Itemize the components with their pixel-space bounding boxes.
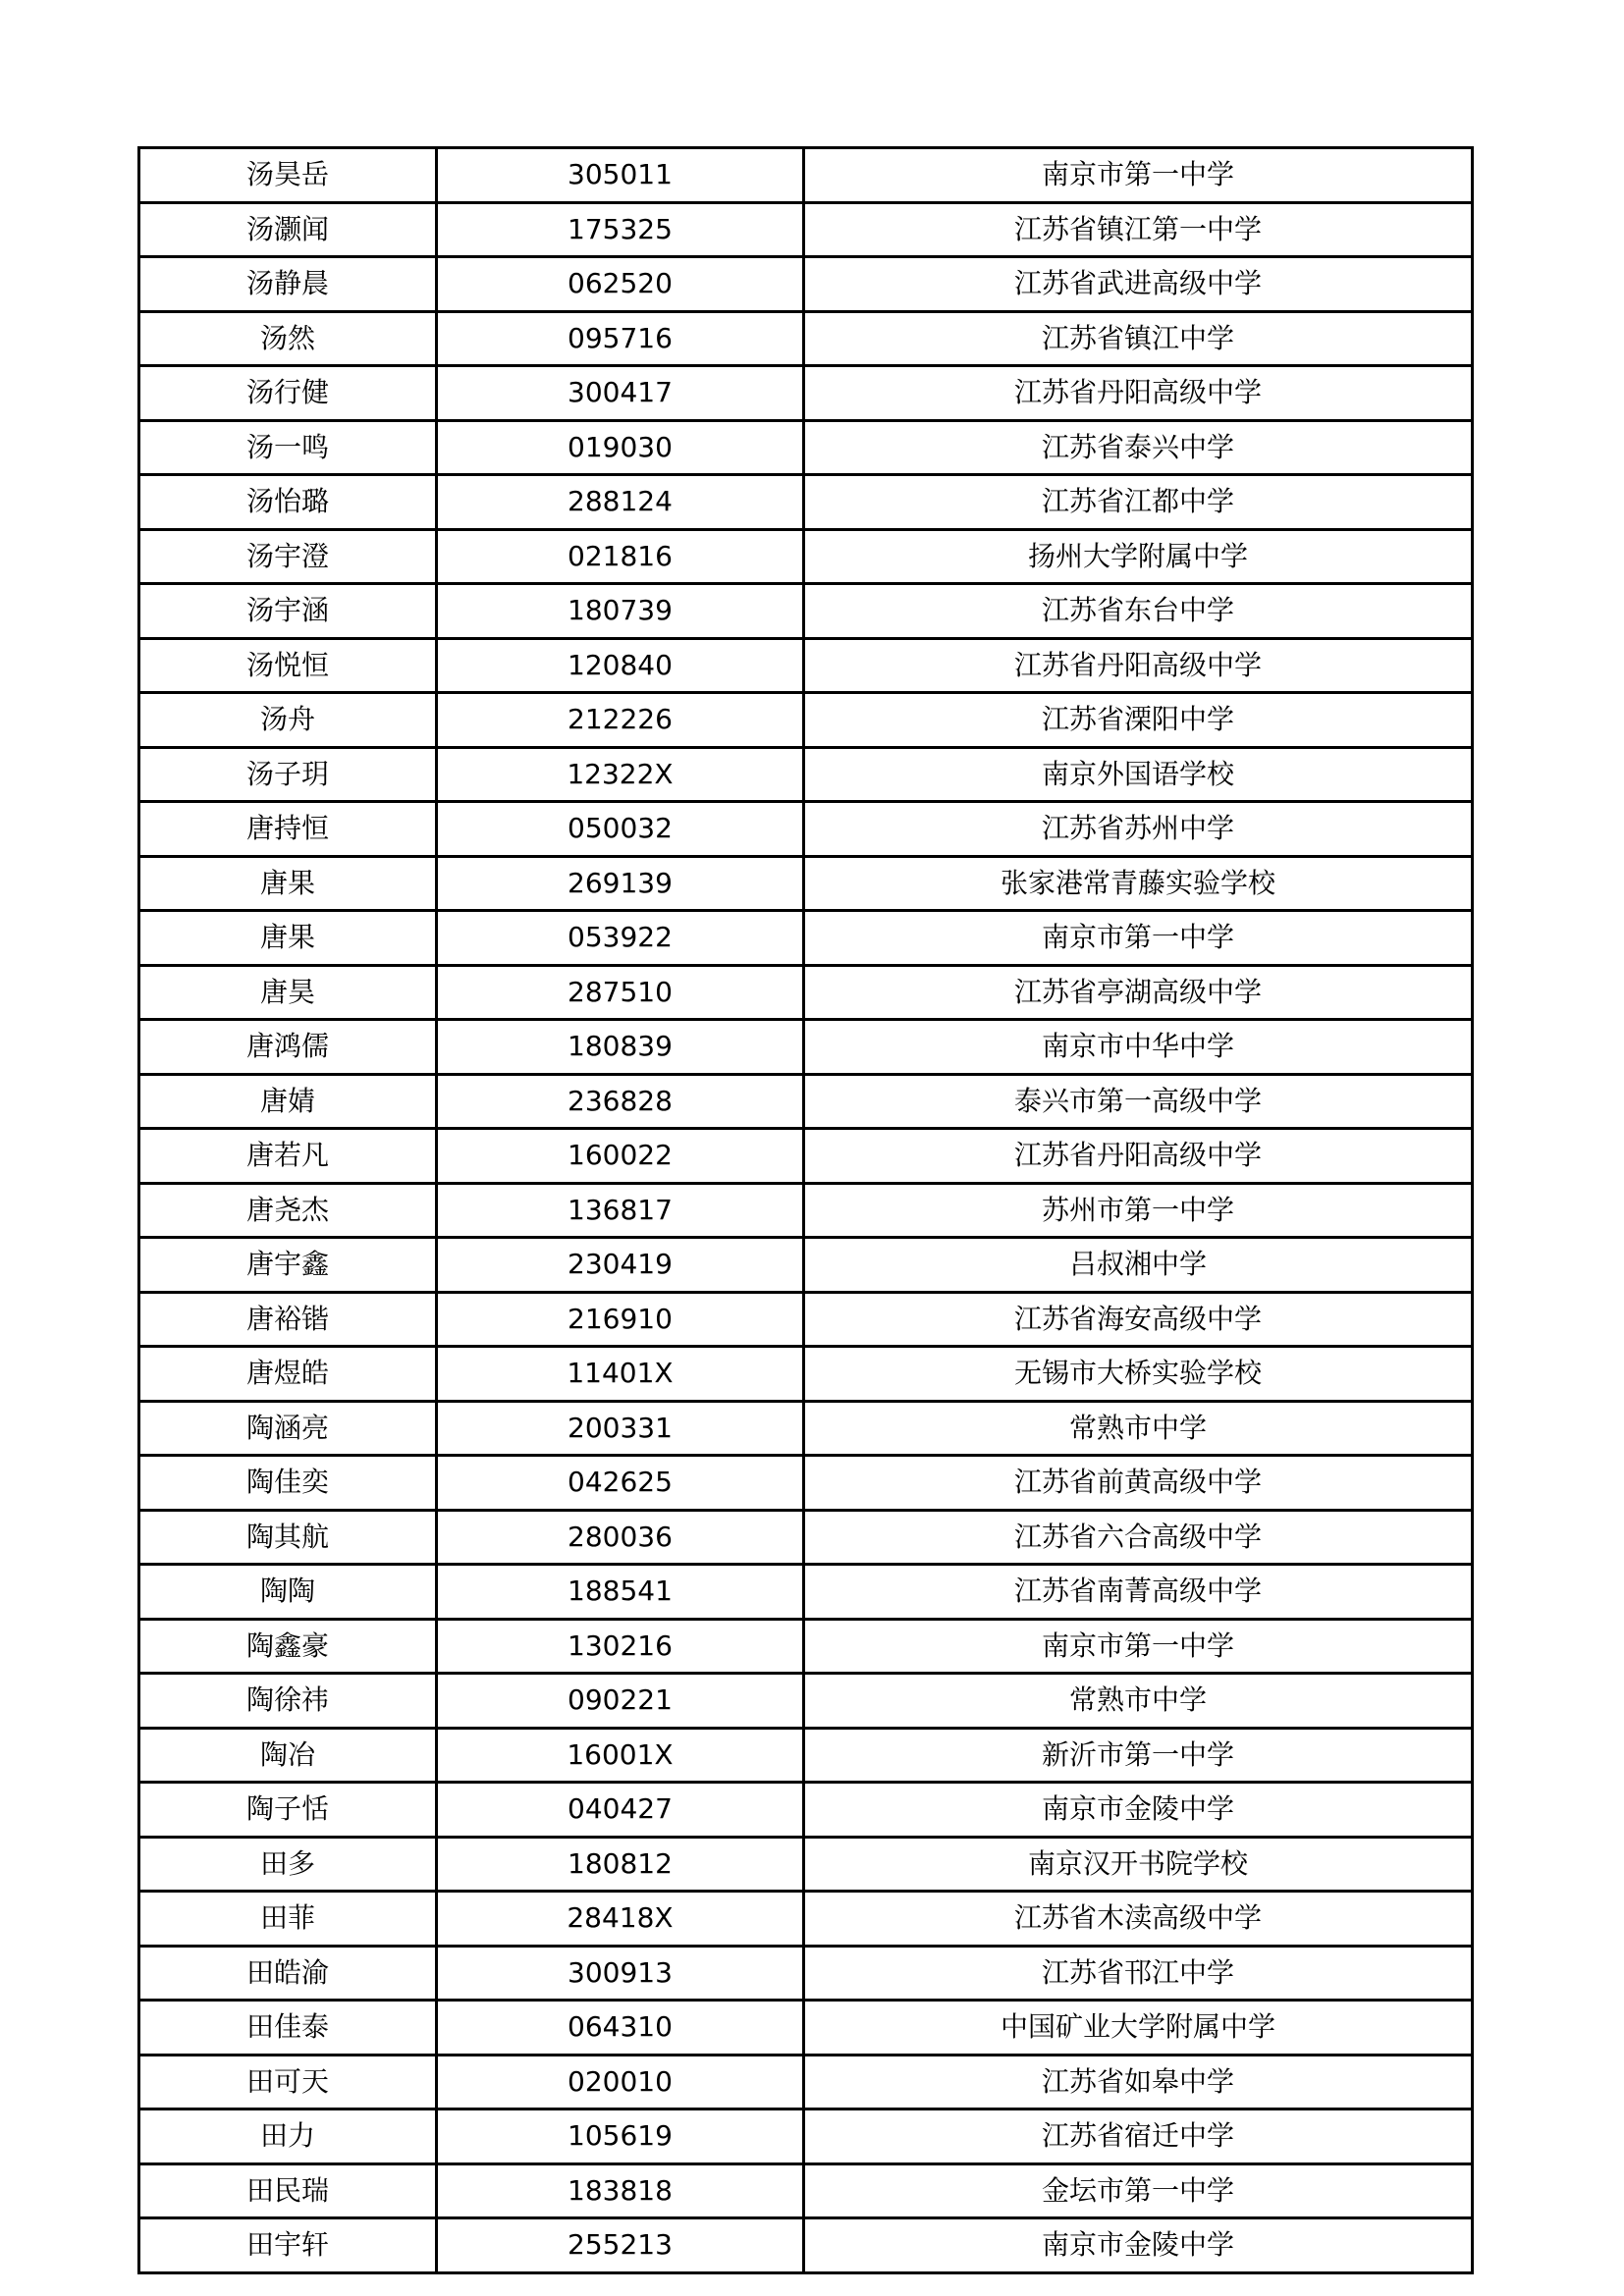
school-name-cell: 苏州市第一中学: [804, 1183, 1473, 1238]
school-name-cell: 金坛市第一中学: [804, 2163, 1473, 2218]
student-name-cell: 唐果: [139, 856, 437, 911]
table-row: [139, 420, 1473, 475]
student-id-cell: 020010: [437, 2055, 804, 2109]
school-name-cell: 南京市第一中学: [804, 148, 1473, 203]
student-name-cell: 汤静晨: [139, 257, 437, 312]
table-row: [139, 529, 1473, 584]
student-id-cell: 090221: [437, 1674, 804, 1729]
student-id-cell: 188541: [437, 1565, 804, 1620]
student-name-cell: 汤宇澄: [139, 529, 437, 584]
table-row: [139, 1674, 1473, 1729]
school-name-cell: 江苏省镇江第一中学: [804, 202, 1473, 257]
student-id-cell: 130216: [437, 1619, 804, 1674]
school-name-cell: 扬州大学附属中学: [804, 529, 1473, 584]
school-name-cell: 南京市第一中学: [804, 911, 1473, 966]
table-row: [139, 1619, 1473, 1674]
table-row: [139, 1783, 1473, 1838]
school-name-cell: 江苏省木渎高级中学: [804, 1892, 1473, 1947]
student-name-cell: 唐尧杰: [139, 1183, 437, 1238]
student-name-cell: 陶其航: [139, 1510, 437, 1565]
student-id-cell: 050032: [437, 802, 804, 857]
student-id-cell: 175325: [437, 202, 804, 257]
table-row: [139, 202, 1473, 257]
school-name-cell: 中国矿业大学附属中学: [804, 2001, 1473, 2056]
student-id-cell: 236828: [437, 1074, 804, 1129]
student-id-cell: 021816: [437, 529, 804, 584]
student-id-cell: 136817: [437, 1183, 804, 1238]
table-row: [139, 1074, 1473, 1129]
table-row: [139, 802, 1473, 857]
school-name-cell: 南京市金陵中学: [804, 2218, 1473, 2273]
student-id-cell: 040427: [437, 1783, 804, 1838]
school-name-cell: 江苏省泰兴中学: [804, 420, 1473, 475]
student-name-cell: 唐裕锴: [139, 1292, 437, 1347]
table-row: [139, 148, 1473, 203]
student-id-cell: 212226: [437, 693, 804, 748]
school-name-cell: 南京外国语学校: [804, 747, 1473, 802]
table-row: [139, 1565, 1473, 1620]
table-row: [139, 638, 1473, 693]
student-id-cell: 042625: [437, 1456, 804, 1511]
student-id-cell: 288124: [437, 475, 804, 530]
school-name-cell: 江苏省海安高级中学: [804, 1292, 1473, 1347]
table-row: [139, 1020, 1473, 1075]
table-row: [139, 1728, 1473, 1783]
table-row: [139, 1347, 1473, 1402]
student-name-cell: 唐持恒: [139, 802, 437, 857]
student-id-cell: 305011: [437, 148, 804, 203]
table-row: [139, 1837, 1473, 1892]
table-row: [139, 2218, 1473, 2273]
table-row: [139, 2001, 1473, 2056]
table-row: [139, 1292, 1473, 1347]
student-name-cell: 唐煜皓: [139, 1347, 437, 1402]
student-id-cell: 019030: [437, 420, 804, 475]
table-row: [139, 2109, 1473, 2164]
student-name-cell: 唐若凡: [139, 1129, 437, 1184]
roster-table: [137, 146, 1474, 2274]
student-name-cell: 汤子玥: [139, 747, 437, 802]
student-name-cell: 田佳泰: [139, 2001, 437, 2056]
school-name-cell: 新沂市第一中学: [804, 1728, 1473, 1783]
student-id-cell: 160022: [437, 1129, 804, 1184]
school-name-cell: 张家港常青藤实验学校: [804, 856, 1473, 911]
school-name-cell: 南京市金陵中学: [804, 1783, 1473, 1838]
student-name-cell: 汤然: [139, 311, 437, 366]
student-id-cell: 255213: [437, 2218, 804, 2273]
student-id-cell: 180739: [437, 584, 804, 639]
student-id-cell: 16001X: [437, 1728, 804, 1783]
school-name-cell: 江苏省苏州中学: [804, 802, 1473, 857]
student-id-cell: 200331: [437, 1401, 804, 1456]
student-name-cell: 陶佳奕: [139, 1456, 437, 1511]
school-name-cell: 吕叔湘中学: [804, 1238, 1473, 1293]
table-row: [139, 856, 1473, 911]
student-name-cell: 唐宇鑫: [139, 1238, 437, 1293]
student-name-cell: 陶涵亮: [139, 1401, 437, 1456]
student-name-cell: 田可天: [139, 2055, 437, 2109]
student-name-cell: 田力: [139, 2109, 437, 2164]
student-name-cell: 陶徐祎: [139, 1674, 437, 1729]
table-row: [139, 366, 1473, 421]
school-name-cell: 江苏省亭湖高级中学: [804, 965, 1473, 1020]
student-id-cell: 269139: [437, 856, 804, 911]
student-name-cell: 汤灏闻: [139, 202, 437, 257]
student-name-cell: 汤昊岳: [139, 148, 437, 203]
school-name-cell: 江苏省江都中学: [804, 475, 1473, 530]
student-name-cell: 汤舟: [139, 693, 437, 748]
school-name-cell: 南京市第一中学: [804, 1619, 1473, 1674]
roster-body: [139, 148, 1473, 2273]
table-row: [139, 1129, 1473, 1184]
student-name-cell: 田皓渝: [139, 1946, 437, 2001]
student-name-cell: 汤一鸣: [139, 420, 437, 475]
student-id-cell: 300417: [437, 366, 804, 421]
table-row: [139, 1510, 1473, 1565]
school-name-cell: 江苏省南菁高级中学: [804, 1565, 1473, 1620]
school-name-cell: 江苏省丹阳高级中学: [804, 1129, 1473, 1184]
table-row: [139, 2163, 1473, 2218]
student-name-cell: 唐果: [139, 911, 437, 966]
table-row: [139, 747, 1473, 802]
school-name-cell: 江苏省六合高级中学: [804, 1510, 1473, 1565]
school-name-cell: 江苏省溧阳中学: [804, 693, 1473, 748]
school-name-cell: 江苏省宿迁中学: [804, 2109, 1473, 2164]
table-row: [139, 911, 1473, 966]
school-name-cell: 常熟市中学: [804, 1401, 1473, 1456]
table-row: [139, 2055, 1473, 2109]
student-name-cell: 汤悦恒: [139, 638, 437, 693]
student-id-cell: 12322X: [437, 747, 804, 802]
student-id-cell: 180812: [437, 1837, 804, 1892]
student-id-cell: 280036: [437, 1510, 804, 1565]
table-row: [139, 1892, 1473, 1947]
school-name-cell: 江苏省如皋中学: [804, 2055, 1473, 2109]
student-id-cell: 053922: [437, 911, 804, 966]
student-name-cell: 陶鑫豪: [139, 1619, 437, 1674]
student-id-cell: 064310: [437, 2001, 804, 2056]
table-row: [139, 1183, 1473, 1238]
student-name-cell: 陶子恬: [139, 1783, 437, 1838]
student-id-cell: 095716: [437, 311, 804, 366]
student-name-cell: 田宇轩: [139, 2218, 437, 2273]
table-row: [139, 1456, 1473, 1511]
school-name-cell: 江苏省丹阳高级中学: [804, 638, 1473, 693]
table-row: [139, 584, 1473, 639]
student-id-cell: 230419: [437, 1238, 804, 1293]
table-row: [139, 1238, 1473, 1293]
student-id-cell: 105619: [437, 2109, 804, 2164]
school-name-cell: 南京汉开书院学校: [804, 1837, 1473, 1892]
school-name-cell: 江苏省东台中学: [804, 584, 1473, 639]
table-row: [139, 311, 1473, 366]
student-name-cell: 田多: [139, 1837, 437, 1892]
student-name-cell: 田民瑞: [139, 2163, 437, 2218]
student-id-cell: 062520: [437, 257, 804, 312]
school-name-cell: 常熟市中学: [804, 1674, 1473, 1729]
school-name-cell: 江苏省丹阳高级中学: [804, 366, 1473, 421]
student-id-cell: 216910: [437, 1292, 804, 1347]
table-row: [139, 257, 1473, 312]
student-name-cell: 汤怡璐: [139, 475, 437, 530]
student-name-cell: 唐鸿儒: [139, 1020, 437, 1075]
student-id-cell: 28418X: [437, 1892, 804, 1947]
school-name-cell: 江苏省邗江中学: [804, 1946, 1473, 2001]
student-id-cell: 180839: [437, 1020, 804, 1075]
school-name-cell: 江苏省镇江中学: [804, 311, 1473, 366]
student-id-cell: 120840: [437, 638, 804, 693]
school-name-cell: 泰兴市第一高级中学: [804, 1074, 1473, 1129]
table-row: [139, 475, 1473, 530]
student-name-cell: 唐婧: [139, 1074, 437, 1129]
table-row: [139, 1401, 1473, 1456]
table-row: [139, 693, 1473, 748]
school-name-cell: 江苏省前黄高级中学: [804, 1456, 1473, 1511]
student-name-cell: 陶陶: [139, 1565, 437, 1620]
student-id-cell: 300913: [437, 1946, 804, 2001]
student-name-cell: 汤宇涵: [139, 584, 437, 639]
school-name-cell: 无锡市大桥实验学校: [804, 1347, 1473, 1402]
student-id-cell: 287510: [437, 965, 804, 1020]
student-id-cell: 183818: [437, 2163, 804, 2218]
student-name-cell: 唐昊: [139, 965, 437, 1020]
student-id-cell: 11401X: [437, 1347, 804, 1402]
school-name-cell: 江苏省武进高级中学: [804, 257, 1473, 312]
student-name-cell: 汤行健: [139, 366, 437, 421]
table-row: [139, 965, 1473, 1020]
school-name-cell: 南京市中华中学: [804, 1020, 1473, 1075]
table-row: [139, 1946, 1473, 2001]
student-name-cell: 田菲: [139, 1892, 437, 1947]
student-name-cell: 陶冶: [139, 1728, 437, 1783]
